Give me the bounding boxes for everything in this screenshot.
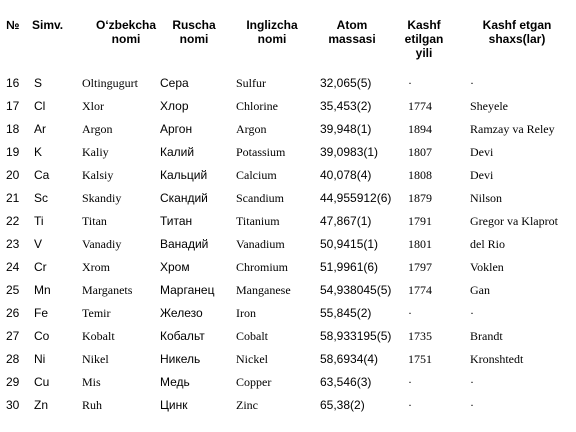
row-russian-name: Хром <box>160 260 190 274</box>
row-discoverer: Gan <box>470 283 490 297</box>
row-discoverer: Ramzay va Reley <box>470 122 555 136</box>
row-number: 23 <box>6 237 20 251</box>
row-atomic-mass: 40,078(4) <box>320 168 372 182</box>
row-uzbek-name: Xrom <box>82 260 110 274</box>
header-number: № <box>6 18 20 32</box>
row-number: 30 <box>6 398 20 412</box>
row-uzbek-name: Ruh <box>82 398 103 412</box>
table-row <box>0 325 576 348</box>
header-russian-name <box>162 18 226 46</box>
row-discoverer: Devi <box>470 168 494 182</box>
header-discoverer-line2: shaxs(lar) <box>488 32 546 46</box>
row-uzbek-name: Vanadiy <box>82 237 122 251</box>
row-atomic-mass: 58,933195(5) <box>320 329 392 343</box>
row-english-name: Iron <box>236 306 256 320</box>
header-english-line1: Inglizcha <box>246 18 298 32</box>
table-row <box>0 164 576 187</box>
table-row <box>0 233 576 256</box>
row-english-name: Calcium <box>236 168 277 182</box>
table-row <box>0 256 576 279</box>
row-discoverer: · <box>470 398 474 412</box>
row-english-name: Manganese <box>236 283 291 297</box>
header-uzbek-name <box>80 18 172 46</box>
row-symbol: Cr <box>34 260 47 274</box>
row-discoverer: Nilson <box>470 191 503 205</box>
row-atomic-mass: 50,9415(1) <box>320 237 379 251</box>
row-number: 24 <box>6 260 20 274</box>
row-number: 21 <box>6 191 20 205</box>
row-symbol: Co <box>34 329 50 343</box>
row-russian-name: Титан <box>160 214 193 228</box>
table-row <box>0 371 576 394</box>
header-uzbek-line1: O‘zbekcha <box>95 18 157 32</box>
row-uzbek-name: Kaliy <box>82 145 109 159</box>
header-year-line2: etilgan <box>404 32 444 46</box>
header-russian-line1: Ruscha <box>172 18 216 32</box>
row-russian-name: Цинк <box>160 398 188 412</box>
row-uzbek-name: Xlor <box>82 99 104 113</box>
row-symbol: S <box>34 76 43 90</box>
row-number: 16 <box>6 76 20 90</box>
table-row <box>0 141 576 164</box>
row-discovery-year: · <box>408 306 412 320</box>
row-discovery-year: 1774 <box>408 99 432 113</box>
row-symbol: Ca <box>34 168 50 182</box>
row-uzbek-name: Oltingugurt <box>82 76 138 90</box>
row-atomic-mass: 32,065(5) <box>320 76 372 90</box>
row-english-name: Scandium <box>236 191 284 205</box>
header-mass-line1: Atom <box>336 18 368 32</box>
row-symbol: Mn <box>34 283 51 297</box>
row-discoverer: Voklen <box>470 260 504 274</box>
header-discoverer <box>462 18 572 46</box>
row-discoverer: · <box>470 306 474 320</box>
row-discovery-year: 1894 <box>408 122 432 136</box>
row-symbol: Cl <box>34 99 46 113</box>
header-mass-line2: massasi <box>328 32 376 46</box>
header-discovery-year <box>396 18 452 60</box>
row-uzbek-name: Nikel <box>82 352 109 366</box>
row-number: 17 <box>6 99 20 113</box>
row-discoverer: · <box>470 375 474 389</box>
row-discoverer: Devi <box>470 145 494 159</box>
row-discoverer: del Rio <box>470 237 505 251</box>
row-russian-name: Аргон <box>160 122 193 136</box>
row-number: 29 <box>6 375 20 389</box>
row-atomic-mass: 44,955912(6) <box>320 191 392 205</box>
row-russian-name: Медь <box>160 375 190 389</box>
header-year-line1: Kashf <box>407 18 441 32</box>
header-year-line3: yili <box>415 46 433 60</box>
row-discoverer: Kronshtedt <box>470 352 524 366</box>
row-discoverer: Gregor va Klaprot <box>470 214 558 228</box>
row-english-name: Copper <box>236 375 272 389</box>
row-russian-name: Никель <box>160 352 201 366</box>
table-row <box>0 95 576 118</box>
row-symbol: Zn <box>34 398 49 412</box>
table-row <box>0 348 576 371</box>
row-symbol: Ar <box>34 122 46 136</box>
row-atomic-mass: 65,38(2) <box>320 398 365 412</box>
table-row <box>0 279 576 302</box>
row-number: 19 <box>6 145 20 159</box>
row-english-name: Chromium <box>236 260 289 274</box>
row-uzbek-name: Titan <box>82 214 107 228</box>
row-uzbek-name: Kobalt <box>82 329 115 343</box>
row-discovery-year: 1735 <box>408 329 432 343</box>
row-uzbek-name: Argon <box>82 122 113 136</box>
row-atomic-mass: 39,948(1) <box>320 122 372 136</box>
row-number: 25 <box>6 283 20 297</box>
row-russian-name: Скандий <box>160 191 208 205</box>
header-russian-line2: nomi <box>179 32 209 46</box>
row-english-name: Cobalt <box>236 329 268 343</box>
header-uzbek-line2: nomi <box>111 32 141 46</box>
row-symbol: Sc <box>34 191 49 205</box>
row-number: 28 <box>6 352 20 366</box>
row-russian-name: Сера <box>160 76 189 90</box>
row-english-name: Zinc <box>236 398 258 412</box>
row-symbol: Ti <box>34 214 44 228</box>
header-discoverer-line1: Kashf etgan <box>482 18 552 32</box>
row-english-name: Sulfur <box>236 76 266 90</box>
row-atomic-mass: 47,867(1) <box>320 214 372 228</box>
row-atomic-mass: 35,453(2) <box>320 99 372 113</box>
row-uzbek-name: Kalsiy <box>82 168 114 182</box>
row-number: 26 <box>6 306 20 320</box>
row-number: 22 <box>6 214 20 228</box>
row-atomic-mass: 63,546(3) <box>320 375 372 389</box>
row-english-name: Vanadium <box>236 237 285 251</box>
row-discovery-year: 1879 <box>408 191 432 205</box>
row-symbol: K <box>34 145 43 159</box>
header-english-name <box>232 18 312 46</box>
row-atomic-mass: 39,0983(1) <box>320 145 379 159</box>
row-english-name: Chlorine <box>236 99 278 113</box>
row-number: 18 <box>6 122 20 136</box>
row-russian-name: Кальций <box>160 168 208 182</box>
row-discoverer: Brandt <box>470 329 503 343</box>
row-atomic-mass: 58,6934(4) <box>320 352 379 366</box>
row-discovery-year: 1807 <box>408 145 432 159</box>
row-symbol: Ni <box>34 352 46 366</box>
row-english-name: Nickel <box>236 352 268 366</box>
row-discovery-year: · <box>408 375 412 389</box>
row-atomic-mass: 55,845(2) <box>320 306 372 320</box>
row-english-name: Titanium <box>236 214 280 228</box>
row-atomic-mass: 54,938045(5) <box>320 283 392 297</box>
header-english-line2: nomi <box>257 32 287 46</box>
row-english-name: Potassium <box>236 145 286 159</box>
row-discovery-year: 1808 <box>408 168 432 182</box>
row-number: 27 <box>6 329 20 343</box>
header-symbol: Simv. <box>32 18 64 32</box>
row-russian-name: Ванадий <box>160 237 209 251</box>
row-russian-name: Калий <box>160 145 195 159</box>
row-discoverer: · <box>470 76 474 90</box>
row-discovery-year: · <box>408 398 412 412</box>
row-english-name: Argon <box>236 122 267 136</box>
table-row <box>0 210 576 233</box>
row-discovery-year: 1774 <box>408 283 432 297</box>
row-symbol: V <box>34 237 43 251</box>
row-uzbek-name: Mis <box>82 375 101 389</box>
row-discovery-year: · <box>408 76 412 90</box>
row-uzbek-name: Skandiy <box>82 191 122 205</box>
row-russian-name: Хлор <box>160 99 189 113</box>
row-russian-name: Марганец <box>160 283 215 297</box>
table-row <box>0 394 576 417</box>
row-russian-name: Кобальт <box>160 329 205 343</box>
row-uzbek-name: Temir <box>82 306 111 320</box>
row-discovery-year: 1801 <box>408 237 432 251</box>
table-row <box>0 302 576 325</box>
row-number: 20 <box>6 168 20 182</box>
table-row <box>0 118 576 141</box>
row-atomic-mass: 51,9961(6) <box>320 260 379 274</box>
row-discoverer: Sheyele <box>470 99 508 113</box>
row-russian-name: Железо <box>160 306 203 320</box>
row-discovery-year: 1791 <box>408 214 432 228</box>
table-row <box>0 187 576 210</box>
row-symbol: Cu <box>34 375 50 389</box>
row-uzbek-name: Marganets <box>82 283 133 297</box>
header-atomic-mass <box>318 18 386 46</box>
table-row <box>0 72 576 95</box>
row-discovery-year: 1751 <box>408 352 432 366</box>
row-discovery-year: 1797 <box>408 260 432 274</box>
row-symbol: Fe <box>34 306 49 320</box>
